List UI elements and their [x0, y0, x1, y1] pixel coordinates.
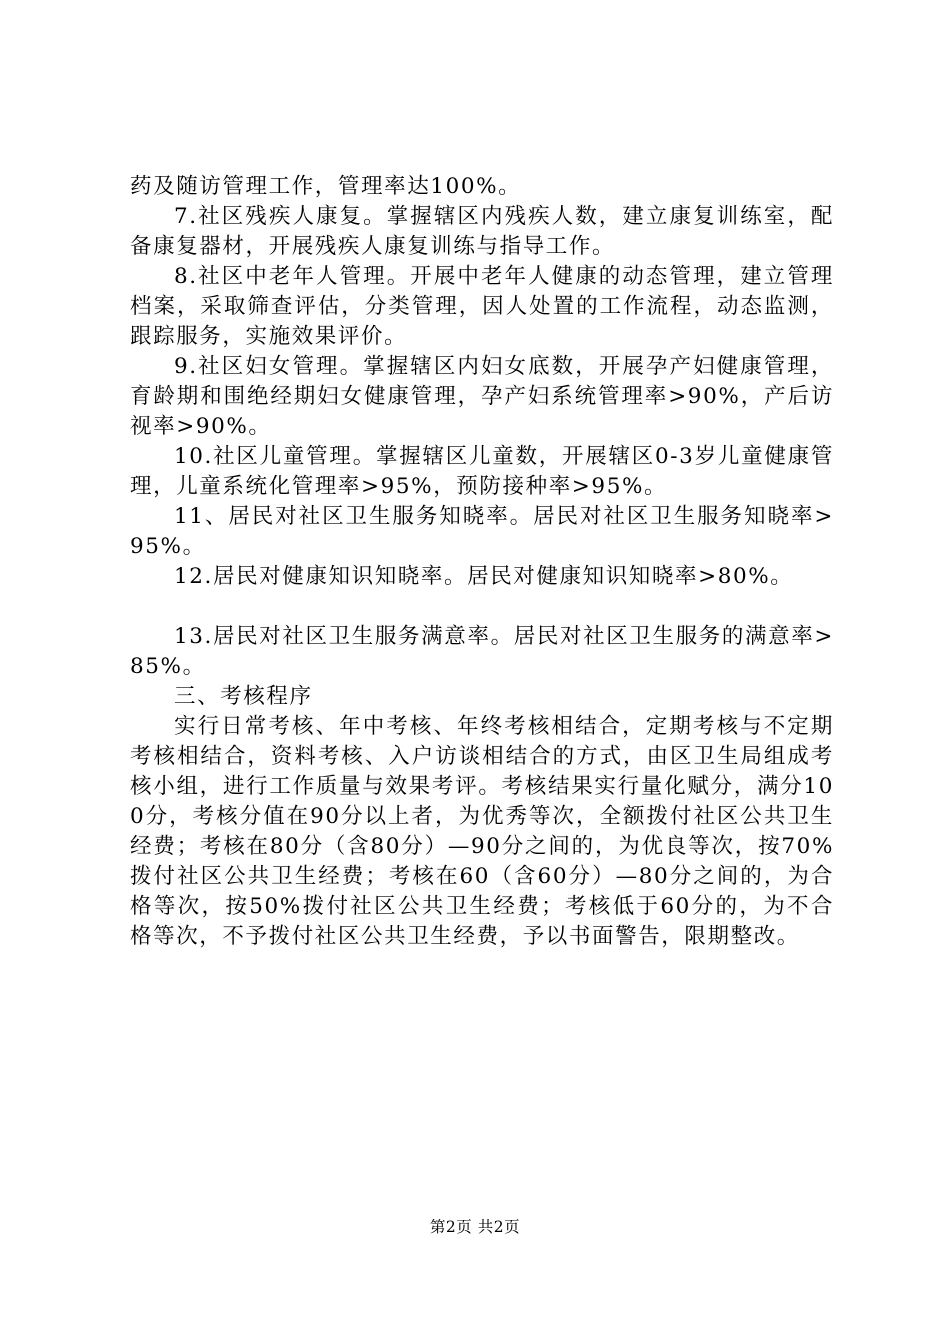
paragraph-item-12: 12.居民对健康知识知晓率。居民对健康知识知晓率>80%。: [174, 564, 794, 589]
section-body: 实行日常考核、年中考核、年终考核相结合，定期考核与不定期考核相结合，资料考核、入户访谈相结合的方式，由区卫生局组成考核小组，进行工作质量与效果考评。考核结果实行量化赋分，满分100分，考核分值在90分以上者，为优秀等次，全额拨付社区公共卫生经费；考核在80分（含80分）—90分之间的，为优良等次，按70%拨付社区公共卫生经费；考核在60（含60分）—80分之间的，为合格等次，按50%拨付社区公共卫生经费；考核低于60分的，为不合格等次，不予拨付社区公共卫生经费，予以书面警告，限期整改。: [130, 714, 834, 949]
paragraph-item-8: 8.社区中老年人管理。开展中老年人健康的动态管理，建立管理档案，采取筛查评估，分类管理，因人处置的工作流程，动态监测，跟踪服务，实施效果评价。: [130, 264, 834, 349]
paragraph-item-11: 11、居民对社区卫生服务知晓率。居民对社区卫生服务知晓率>95%。: [130, 504, 834, 559]
paragraph-item-10: 10.社区儿童管理。掌握辖区儿童数，开展辖区0-3岁儿童健康管理，儿童系统化管理率>95%，预防接种率>95%。: [130, 444, 834, 499]
document-body: [130, 172, 834, 952]
paragraph-item-13: 13.居民对社区卫生服务满意率。居民对社区卫生服务的满意率>85%。: [130, 624, 834, 679]
paragraph-item-9: 9.社区妇女管理。掌握辖区内妇女底数，开展孕产妇健康管理，育龄期和围绝经期妇女健康管理，孕产妇系统管理率>90%，产后访视率>90%。: [130, 354, 834, 439]
paragraph-item-7: 7.社区残疾人康复。掌握辖区内残疾人数，建立康复训练室，配备康复器材，开展残疾人康复训练与指导工作。: [130, 204, 834, 259]
page-number-label: 第2页 共2页: [429, 1218, 521, 1236]
page-footer: [0, 1215, 950, 1237]
section-heading: 三、考核程序: [174, 684, 313, 709]
paragraph-continuation: 药及随访管理工作，管理率达100%。: [130, 174, 522, 199]
